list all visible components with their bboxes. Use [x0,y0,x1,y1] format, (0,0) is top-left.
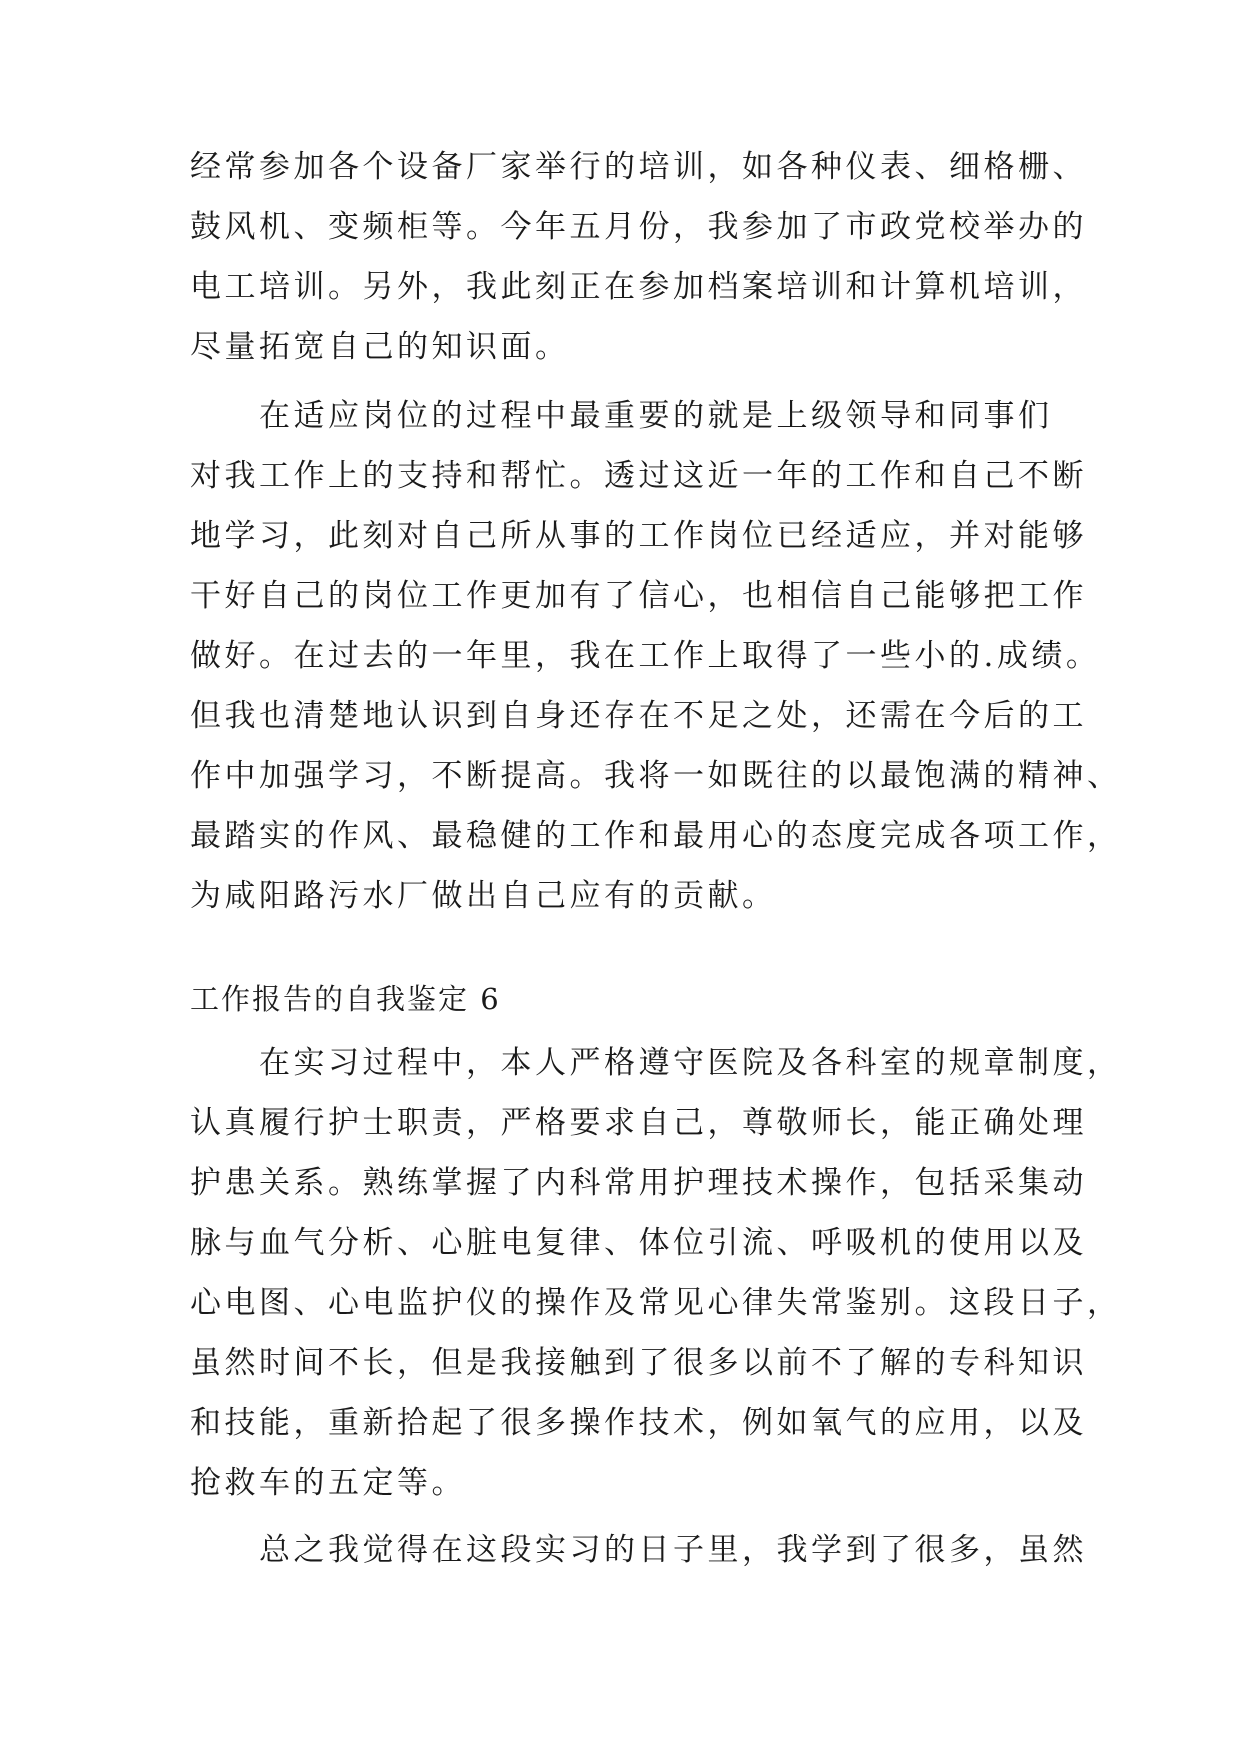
paragraph-line: 但我也清楚地认识到自身还存在不足之处，还需在今后的工 [190,698,1087,734]
paragraph-line: 对我工作上的支持和帮忙。透过这近一年的工作和自己不断 [190,458,1087,494]
paragraph-line: 地学习，此刻对自己所从事的工作岗位已经适应，并对能够 [190,518,1087,554]
paragraph-line: 抢救车的五定等。 [190,1465,466,1501]
paragraph-line: 和技能，重新拾起了很多操作技术，例如氧气的应用，以及 [190,1405,1087,1441]
paragraph-line: 脉与血气分析、心脏电复律、体位引流、呼吸机的使用以及 [190,1225,1087,1261]
paragraph-line: 虽然时间不长，但是我接触到了很多以前不了解的专科知识 [190,1345,1087,1381]
paragraph-line: 在实习过程中，本人严格遵守医院及各科室的规章制度， [190,1045,1122,1081]
paragraph-line: 作中加强学习，不断提高。我将一如既往的以最饱满的精神、 [190,758,1122,794]
paragraph-line: 在适应岗位的过程中最重要的就是上级领导和同事们 [190,398,1053,434]
paragraph-line: 最踏实的作风、最稳健的工作和最用心的态度完成各项工作， [190,818,1122,854]
paragraph-line: 电工培训。另外，我此刻正在参加档案培训和计算机培训， [190,269,1087,305]
paragraph-line: 做好。在过去的一年里，我在工作上取得了一些小的.成绩。 [190,638,1101,674]
paragraph-line: 尽量拓宽自己的知识面。 [190,329,570,365]
paragraph-line: 护患关系。熟练掌握了内科常用护理技术操作，包括采集动 [190,1165,1087,1201]
paragraph-line: 总之我觉得在这段实习的日子里，我学到了很多，虽然 [190,1532,1087,1568]
paragraph-line: 鼓风机、变频柜等。今年五月份，我参加了市政党校举办的 [190,209,1087,245]
paragraph-line: 认真履行护士职责，严格要求自己，尊敬师长，能正确处理 [190,1105,1087,1141]
paragraph-line: 干好自己的岗位工作更加有了信心，也相信自己能够把工作 [190,578,1087,614]
paragraph-line: 为咸阳路污水厂做出自己应有的贡献。 [190,878,777,914]
paragraph-line: 经常参加各个设备厂家举行的培训，如各种仪表、细格栅、 [190,149,1087,185]
paragraph-line: 心电图、心电监护仪的操作及常见心律失常鉴别。这段日子， [190,1285,1122,1321]
section-heading: 工作报告的自我鉴定 6 [190,982,501,1016]
